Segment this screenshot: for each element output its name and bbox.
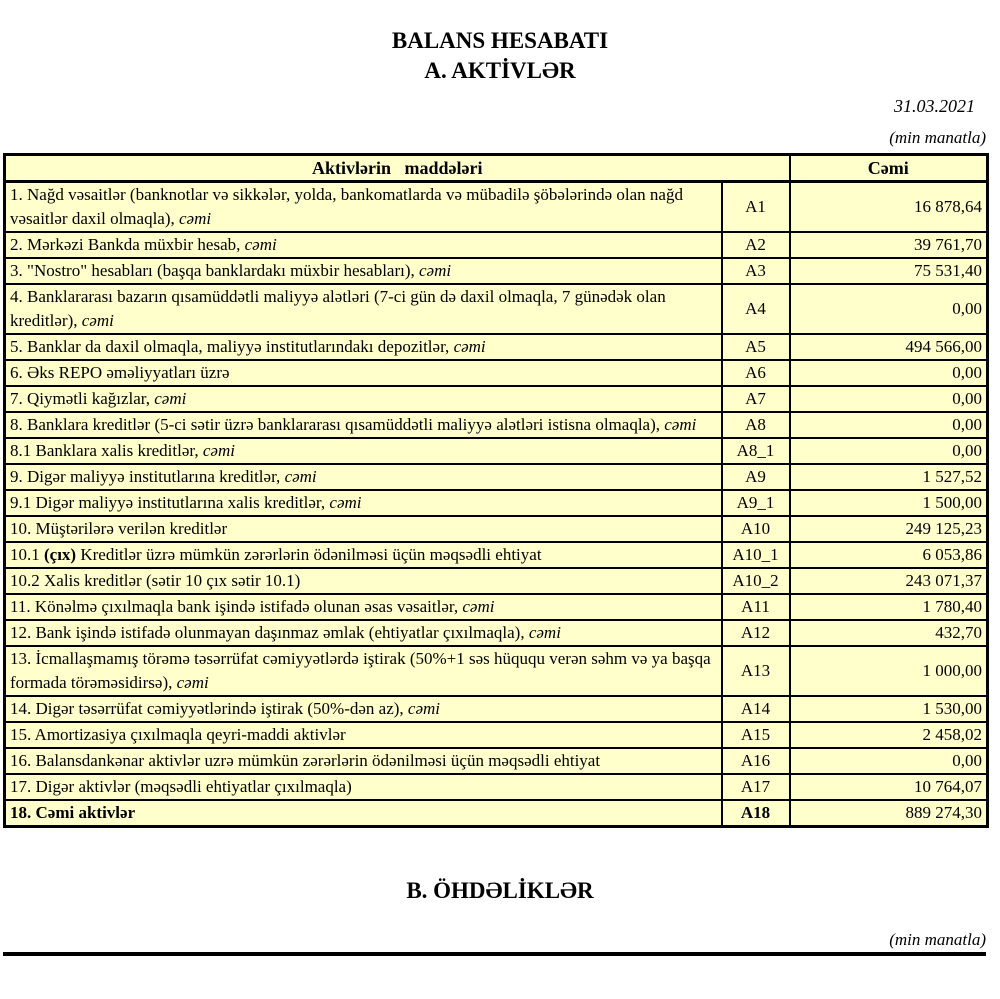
item-label-italic-part: cəmi bbox=[329, 493, 362, 512]
item-description-cell bbox=[5, 568, 722, 594]
liabilities-table-top-border bbox=[3, 952, 986, 956]
item-label-part: 14. Digər təsərrüfat cəmiyyətlərində iştirak (50%-dən az), bbox=[10, 699, 408, 718]
item-description-cell bbox=[5, 182, 722, 233]
item-label-part: 2. Mərkəzi Bankda müxbir hesab, bbox=[10, 235, 245, 254]
table-row bbox=[5, 748, 988, 774]
item-description-cell bbox=[5, 284, 722, 334]
item-label-italic-part: cəmi bbox=[154, 389, 187, 408]
item-label-part: 8.1 Banklara xalis kreditlər, bbox=[10, 441, 203, 460]
item-description-cell bbox=[5, 646, 722, 696]
item-description-cell bbox=[5, 696, 722, 722]
item-description-cell bbox=[5, 360, 722, 386]
item-label-italic-part: cəmi bbox=[419, 261, 452, 280]
item-description-cell bbox=[5, 232, 722, 258]
item-label-bold-part: (çıx) bbox=[44, 545, 77, 564]
item-label-italic-part: cəmi bbox=[244, 235, 277, 254]
item-label-part: 3. "Nostro" hesabları (başqa banklardakı müxbir hesabları), bbox=[10, 261, 420, 280]
item-description-cell bbox=[5, 516, 722, 542]
item-code-cell: A12 bbox=[722, 620, 790, 646]
item-value-cell: 10 764,07 bbox=[790, 774, 988, 800]
assets-table-body bbox=[5, 182, 988, 827]
table-row bbox=[5, 258, 988, 284]
item-value-cell: 39 761,70 bbox=[790, 232, 988, 258]
table-row bbox=[5, 386, 988, 412]
item-label-part: 8. Banklara kreditlər (5-ci sətir üzrə banklararası qısamüddətli maliyyə alətləri istisna olmaqla), bbox=[10, 415, 665, 434]
item-description-cell bbox=[5, 620, 722, 646]
item-value-cell: 432,70 bbox=[790, 620, 988, 646]
item-code-cell: A15 bbox=[722, 722, 790, 748]
item-description-cell bbox=[5, 774, 722, 800]
item-code-cell: A10 bbox=[722, 516, 790, 542]
item-description-cell bbox=[5, 464, 722, 490]
item-description-cell bbox=[5, 722, 722, 748]
item-label-part: 18. Cəmi aktivlər bbox=[10, 803, 136, 822]
item-label-part: 17. Digər aktivlər (məqsədli ehtiyatlar çıxılmaqla) bbox=[10, 777, 352, 796]
item-code-cell: A13 bbox=[722, 646, 790, 696]
item-description-cell bbox=[5, 412, 722, 438]
item-label-part: 13. İcmallaşmamış törəmə təsərrüfat cəmiyyətlərdə iştirak (50%+1 səs hüququ verən səhm və ya başqa formada törəməsidirsə), bbox=[10, 649, 711, 692]
item-value-cell: 1 527,52 bbox=[790, 464, 988, 490]
item-label-italic-part: cəmi bbox=[453, 337, 486, 356]
table-row bbox=[5, 774, 988, 800]
item-value-cell: 889 274,30 bbox=[790, 800, 988, 827]
item-code-cell: A18 bbox=[722, 800, 790, 827]
item-code-cell: A16 bbox=[722, 748, 790, 774]
item-value-cell: 0,00 bbox=[790, 360, 988, 386]
item-value-cell: 1 780,40 bbox=[790, 594, 988, 620]
item-label-italic-part: cəmi bbox=[284, 467, 317, 486]
table-row bbox=[5, 182, 988, 233]
item-code-cell: A1 bbox=[722, 182, 790, 233]
table-row bbox=[5, 284, 988, 334]
item-code-cell: A10_2 bbox=[722, 568, 790, 594]
table-row bbox=[5, 412, 988, 438]
total-column-header: Cəmi bbox=[790, 155, 988, 182]
item-description-cell bbox=[5, 542, 722, 568]
report-title: BALANS HESABATI bbox=[391, 28, 609, 53]
table-row bbox=[5, 232, 988, 258]
table-row bbox=[5, 542, 988, 568]
item-code-cell: A8 bbox=[722, 412, 790, 438]
item-label-part: 10.2 Xalis kreditlər (sətir 10 çıx sətir 10.1) bbox=[10, 571, 301, 590]
table-row bbox=[5, 438, 988, 464]
item-label-part: 16. Balansdankənar aktivlər uzrə mümkün zərərlərin ödənilməsi üçün məqsədli ehtiyat bbox=[10, 751, 601, 770]
item-label-part: 9. Digər maliyyə institutlarına kreditlər, bbox=[10, 467, 285, 486]
table-row bbox=[5, 646, 988, 696]
item-value-cell: 0,00 bbox=[790, 748, 988, 774]
item-value-cell: 75 531,40 bbox=[790, 258, 988, 284]
item-code-cell: A4 bbox=[722, 284, 790, 334]
item-label-part: 4. Banklararası bazarın qısamüddətli maliyyə alətləri (7-ci gün də daxil olmaqla, 7 günədək olan kreditlər), bbox=[10, 287, 666, 330]
item-value-cell: 0,00 bbox=[790, 284, 988, 334]
item-description-cell bbox=[5, 594, 722, 620]
assets-table-header-row bbox=[5, 155, 988, 182]
item-value-cell: 16 878,64 bbox=[790, 182, 988, 233]
section-a-title: A. AKTİVLƏR bbox=[424, 58, 576, 83]
item-value-cell: 6 053,86 bbox=[790, 542, 988, 568]
table-row bbox=[5, 722, 988, 748]
item-description-cell bbox=[5, 386, 722, 412]
item-label-italic-part: cəmi bbox=[528, 623, 561, 642]
unit-note-a: (min manatla) bbox=[889, 128, 986, 147]
item-value-cell: 1 500,00 bbox=[790, 490, 988, 516]
item-description-cell bbox=[5, 748, 722, 774]
item-value-cell: 1 000,00 bbox=[790, 646, 988, 696]
item-label-italic-part: cəmi bbox=[202, 441, 235, 460]
item-label-part: 10. Müştərilərə verilən kreditlər bbox=[10, 519, 228, 538]
item-value-cell: 0,00 bbox=[790, 438, 988, 464]
table-row bbox=[5, 334, 988, 360]
item-value-cell: 1 530,00 bbox=[790, 696, 988, 722]
item-code-cell: A8_1 bbox=[722, 438, 790, 464]
table-row bbox=[5, 490, 988, 516]
item-code-cell: A3 bbox=[722, 258, 790, 284]
item-code-cell: A14 bbox=[722, 696, 790, 722]
table-row bbox=[5, 800, 988, 827]
table-row bbox=[5, 620, 988, 646]
unit-note-b: (min manatla) bbox=[889, 930, 986, 949]
item-code-cell: A17 bbox=[722, 774, 790, 800]
item-label-part: 6. Əks REPO əməliyyatları üzrə bbox=[10, 363, 230, 382]
item-value-cell: 249 125,23 bbox=[790, 516, 988, 542]
item-code-cell: A6 bbox=[722, 360, 790, 386]
table-row bbox=[5, 516, 988, 542]
item-label-italic-part: cəmi bbox=[462, 597, 495, 616]
item-label-part: 5. Banklar da daxil olmaqla, maliyyə institutlarındakı depozitlər, bbox=[10, 337, 454, 356]
item-label-part: 10.1 bbox=[10, 545, 44, 564]
item-description-cell bbox=[5, 438, 722, 464]
item-description-cell bbox=[5, 258, 722, 284]
section-b-title: B. ÖHDƏLİKLƏR bbox=[406, 878, 594, 903]
table-row bbox=[5, 696, 988, 722]
item-label-part: 7. Qiymətli kağızlar, bbox=[10, 389, 155, 408]
item-description-cell bbox=[5, 800, 722, 827]
item-code-cell: A11 bbox=[722, 594, 790, 620]
item-code-cell: A10_1 bbox=[722, 542, 790, 568]
item-description-cell bbox=[5, 334, 722, 360]
table-row bbox=[5, 464, 988, 490]
table-row bbox=[5, 594, 988, 620]
item-label-part: 15. Amortizasiya çıxılmaqla qeyri-maddi aktivlər bbox=[10, 725, 346, 744]
item-description-cell bbox=[5, 490, 722, 516]
item-label-part: 9.1 Digər maliyyə institutlarına xalis kreditlər, bbox=[10, 493, 330, 512]
assets-table bbox=[3, 153, 989, 828]
table-row bbox=[5, 360, 988, 386]
item-value-cell: 0,00 bbox=[790, 412, 988, 438]
items-column-header: Aktivlərin maddələri bbox=[5, 155, 790, 182]
item-code-cell: A9_1 bbox=[722, 490, 790, 516]
item-label-part: 1. Nağd vəsaitlər (banknotlar və sikkələr, yolda, bankomatlarda və mübadilə şöbələrində olan nağd vəsaitlər daxil olmaqla), bbox=[10, 185, 683, 228]
item-label-italic-part: cəmi bbox=[176, 673, 209, 692]
item-label-italic-part: cəmi bbox=[81, 311, 114, 330]
item-label-part: Kreditlər üzrə mümkün zərərlərin ödənilməsi üçün məqsədli ehtiyat bbox=[76, 545, 542, 564]
item-code-cell: A7 bbox=[722, 386, 790, 412]
item-code-cell: A5 bbox=[722, 334, 790, 360]
item-value-cell: 0,00 bbox=[790, 386, 988, 412]
item-code-cell: A9 bbox=[722, 464, 790, 490]
item-label-part: 12. Bank işində istifadə olunmayan daşınmaz əmlak (ehtiyatlar çıxılmaqla), bbox=[10, 623, 529, 642]
item-label-italic-part: cəmi bbox=[407, 699, 441, 718]
item-label-italic-part: cəmi bbox=[179, 209, 212, 228]
item-value-cell: 2 458,02 bbox=[790, 722, 988, 748]
balance-report-page bbox=[0, 28, 1000, 999]
table-row bbox=[5, 568, 988, 594]
item-value-cell: 243 071,37 bbox=[790, 568, 988, 594]
report-date: 31.03.2021 bbox=[894, 96, 975, 116]
item-code-cell: A2 bbox=[722, 232, 790, 258]
item-value-cell: 494 566,00 bbox=[790, 334, 988, 360]
item-label-italic-part: cəmi bbox=[664, 415, 697, 434]
item-label-part: 11. Könəlmə çıxılmaqla bank işində istifadə olunan əsas vəsaitlər, bbox=[10, 597, 463, 616]
